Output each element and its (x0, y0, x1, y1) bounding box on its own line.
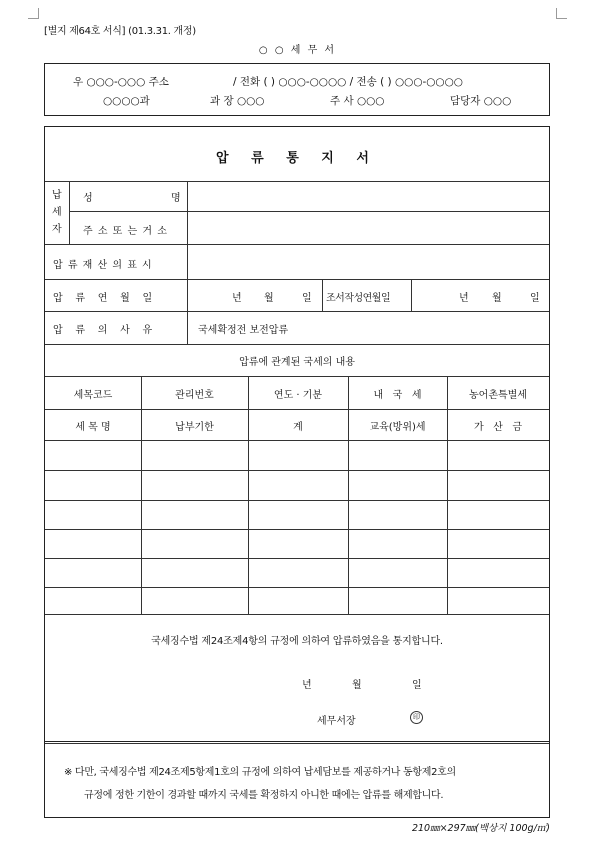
tax-table-caption: 압류에 관계된 국세의 내용 (239, 357, 355, 368)
investigation-month: 월 (492, 293, 502, 304)
col-education-tax: 교육(방위)세 (369, 422, 426, 433)
seizure-reason-value: 국세확정전 보전압류 (198, 325, 289, 336)
corner-mark-top-right (556, 8, 567, 19)
tax-office-name: ○ ○ 세 무 서 (258, 45, 337, 56)
table-row[interactable] (45, 501, 549, 528)
seizure-date-label: 압 류 연 월 일 (53, 293, 153, 304)
name-label-part1: 성 (83, 193, 93, 204)
postal-address: 우 ○○○-○○○ 주소 (73, 76, 169, 88)
seizure-day: 일 (302, 293, 312, 304)
footnote-box (44, 742, 550, 818)
address-box (44, 63, 550, 116)
property-label: 압 류 재 산 의 표 시 (53, 260, 153, 271)
col-total: 계 (293, 422, 303, 433)
paper-spec: 210㎜×297㎜(백상지 100g/㎡) (411, 823, 550, 834)
investigation-day: 일 (530, 293, 540, 304)
table-row[interactable] (45, 530, 549, 557)
notice-year: 년 (302, 680, 312, 691)
signer-title: 세무서장 (317, 716, 356, 727)
property-field[interactable] (188, 245, 548, 278)
section-manager: 과 장 ○○○ (210, 95, 265, 107)
table-row[interactable] (45, 471, 549, 499)
address-label: 주 소 또 는 거 소 (83, 226, 168, 237)
col-tax-code: 세목코드 (73, 390, 113, 401)
form-number: [별지 제64호 서식] (01.3.31. 개정) (44, 26, 196, 37)
seizure-month: 월 (264, 293, 274, 304)
investigation-year: 년 (459, 293, 469, 304)
notice-month: 월 (352, 680, 362, 691)
investigation-date-label: 조서작성연월일 (326, 293, 391, 304)
col-management-number: 관리번호 (175, 390, 214, 401)
address-field[interactable] (188, 212, 548, 243)
seal-icon: 印 (410, 711, 423, 724)
col-tax-item-name: 세 목 명 (75, 422, 111, 433)
corner-mark-top-left (28, 8, 39, 19)
name-field[interactable] (188, 182, 548, 210)
footnote-line-1: ※ 다만, 국세징수법 제24조제5항제1호의 규정에 의하여 납세담보를 제공하거나 동항제2호의 (64, 767, 456, 778)
officer: 주 사 ○○○ (330, 95, 385, 107)
name-label-part2: 명 (171, 193, 181, 204)
seizure-reason-label: 압 류 의 사 유 (53, 325, 153, 336)
table-row[interactable] (45, 559, 549, 586)
seal-mark (410, 711, 423, 724)
col-payment-deadline: 납부기한 (175, 422, 214, 433)
phone-fax: / 전화 ( ) ○○○-○○○○ / 전송 ( ) ○○○-○○○○ (233, 76, 463, 88)
col-additional-charge: 가 산 금 (473, 422, 523, 433)
person-in-charge: 담당자 ○○○ (450, 95, 512, 107)
seizure-notice-form (44, 126, 550, 742)
seizure-year: 년 (232, 293, 242, 304)
table-row[interactable] (45, 441, 549, 469)
taxpayer-label: 납 세 자 (52, 190, 62, 235)
notice-text: 국세징수법 제24조제4항의 규정에 의하여 압류하였음을 통지합니다. (151, 636, 443, 647)
col-year-period: 연도 · 기분 (273, 390, 323, 401)
footnote-line-2: 규정에 정한 기한이 경과할 때까지 국세를 확정하지 아니한 때에는 압류를 해제합니다. (84, 790, 444, 801)
notice-day: 일 (412, 680, 422, 691)
col-domestic-tax: 내 국 세 (373, 390, 422, 401)
department: ○○○○과 (103, 95, 150, 107)
col-rural-special-tax: 농어촌특별세 (469, 390, 527, 401)
document-title: 압 류 통 지 서 (216, 151, 378, 166)
